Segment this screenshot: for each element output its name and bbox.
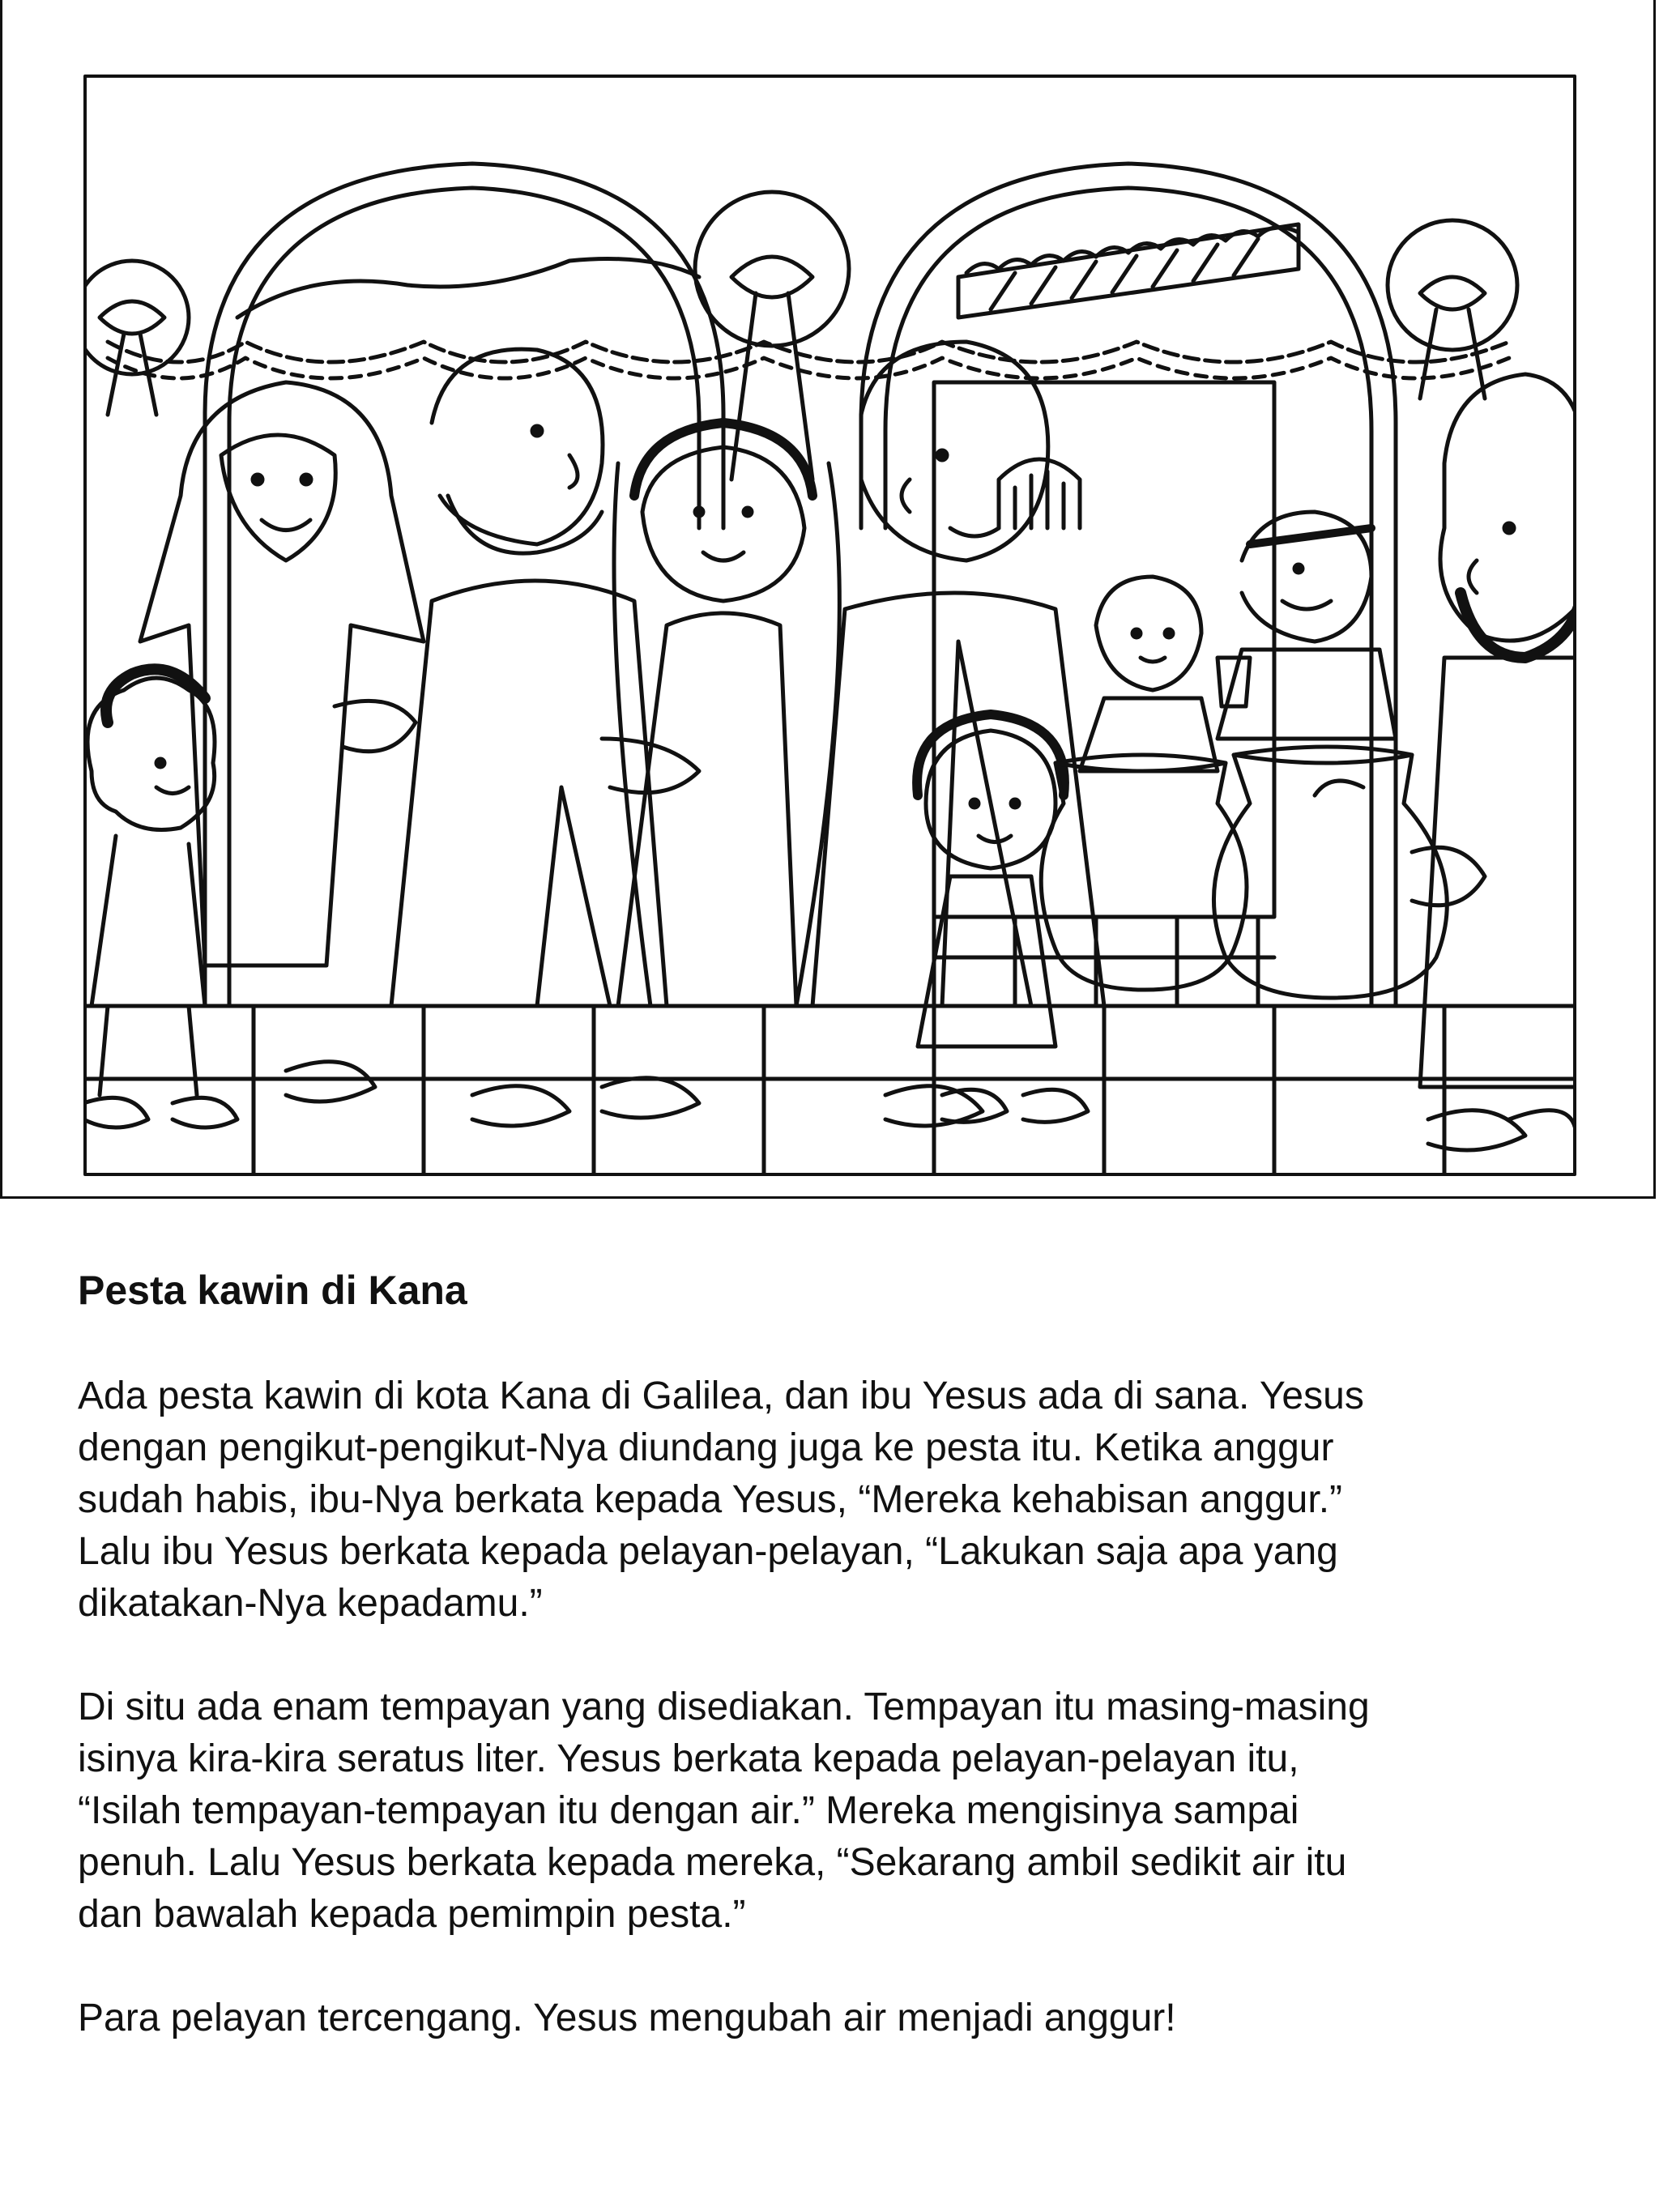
garland — [108, 342, 1509, 362]
wreath-left — [83, 261, 189, 415]
story-paragraph-1: Ada pesta kawin di kota Kana di Galilea, dan ibu Yesus ada di sana. Yesus dengan pengikut-pengikut-Nya diundang juga ke pesta itu. Ketika anggur sudah habis, ibu-Nya berkata kepada Yesus, “Mereka kehabisan anggur.” Lalu ibu Yesus berkata kepada pelayan-pelayan, “Lakukan saja apa yang dikatakan-Nya kepadamu.” — [78, 1375, 1364, 1625]
jesus — [1412, 374, 1576, 1150]
boy-left — [83, 669, 237, 1127]
water-jar-right — [1213, 747, 1447, 998]
wedding-at-cana-illustration — [83, 75, 1576, 1176]
servant-boy — [1080, 577, 1218, 771]
left-arch — [205, 164, 723, 1006]
story-title: Pesta kawin di Kana — [78, 1268, 467, 1313]
hills — [237, 259, 699, 318]
man-center-right — [812, 342, 1104, 1126]
bride — [614, 423, 839, 1006]
servant-man — [1218, 512, 1396, 739]
story-paragraph-2: Di situ ada enam tempayan yang disediakan. Tempayan itu masing-masing isinya kira-kira seratus liter. Yesus berkata kepada pelayan-pelayan itu, “Isilah tempayan-tempayan itu dengan air.” Mereka mengisinya sampai penuh. Lalu Yesus berkata kepada mereka, “Sekarang ambil sedikit air itu dan bawalah kepada pemimpin pesta.” — [78, 1686, 1370, 1936]
wreath-right — [1388, 220, 1517, 399]
story-paragraph-3: Para pelayan tercengang. Yesus mengubah air menjadi anggur! — [78, 1997, 1176, 2039]
right-arch — [861, 164, 1396, 1006]
story-text — [78, 1264, 1601, 2096]
woman-headscarf — [140, 382, 424, 1102]
floor-tiles — [83, 1006, 1576, 1176]
